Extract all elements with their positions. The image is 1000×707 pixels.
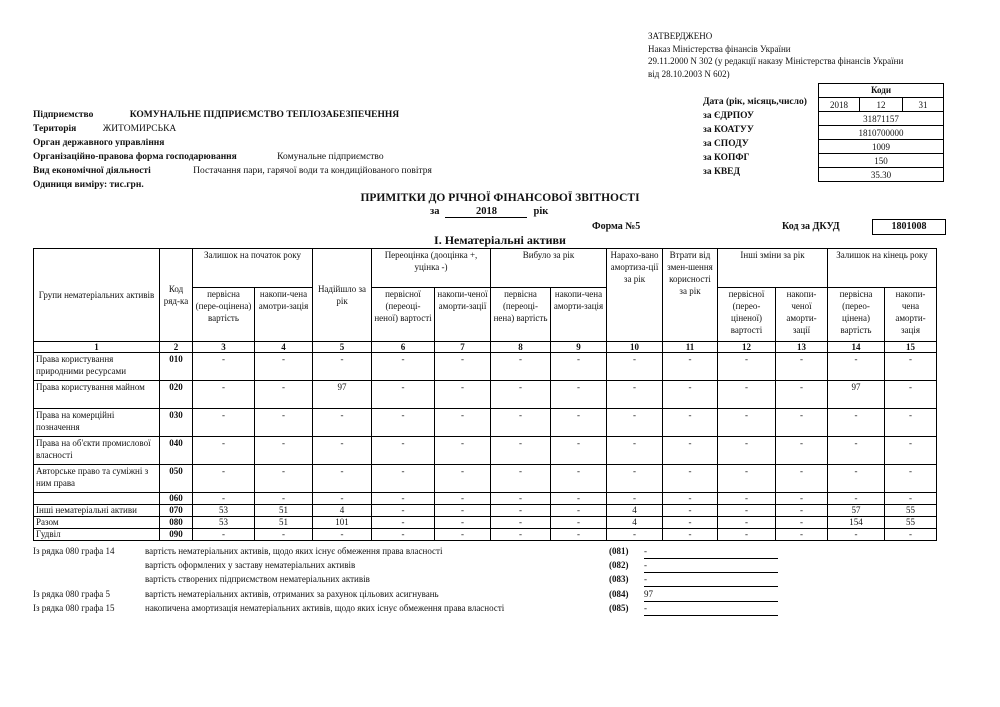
column-number: 2 — [160, 342, 193, 353]
column-number: 3 — [193, 342, 255, 353]
activity-value: Постачання пари, гарячої води та кондиційованого повітря — [193, 166, 432, 176]
page-title: ПРИМІТКИ ДО РІЧНОЇ ФІНАНСОВОЇ ЗВІТНОСТІ — [360, 192, 640, 204]
table-row — [34, 493, 937, 505]
row-code: 010 — [160, 353, 193, 381]
cell-value: - — [255, 465, 313, 493]
cell-value: - — [372, 353, 435, 381]
cell-value: - — [435, 381, 491, 409]
cell-value: - — [435, 517, 491, 529]
footnote-ref: Із рядка 080 графа 15 — [33, 603, 115, 613]
row-code: 050 — [160, 465, 193, 493]
cell-value: - — [435, 529, 491, 541]
activity-label: Вид економічної діяльності — [33, 166, 151, 176]
row-name: Права на комерційні позначення — [34, 409, 160, 437]
cell-value: - — [551, 517, 607, 529]
subheader-accumulated-amortization: накопи-чена аморти-зація — [551, 288, 607, 342]
spodu-label: за СПОДУ — [703, 139, 749, 149]
header-start: Залишок на початок року — [193, 249, 313, 288]
footnote-text: вартість нематеріальних активів, отриманих за рахунок цільових асигнувань — [145, 589, 439, 599]
cell-value: 97 — [313, 381, 372, 409]
cell-value: - — [313, 437, 372, 465]
cell-value: - — [551, 505, 607, 517]
cell-value: - — [663, 505, 718, 517]
cell-value: - — [718, 381, 776, 409]
cell-value: - — [193, 437, 255, 465]
cell-value: 4 — [313, 505, 372, 517]
column-number: 5 — [313, 342, 372, 353]
cell-value: - — [193, 465, 255, 493]
table-row — [34, 465, 937, 493]
cell-value: - — [776, 517, 828, 529]
cell-value: - — [372, 505, 435, 517]
header-code: Код ряд-ка — [160, 249, 193, 342]
authority-label: Орган державного управління — [33, 138, 165, 148]
cell-value: - — [313, 409, 372, 437]
cell-value: - — [885, 353, 937, 381]
cell-value: - — [551, 381, 607, 409]
footnote-text: накопичена амортизація нематеріальних активів, щодо яких існує обмеження права власності — [145, 603, 505, 613]
dkud-code: 1801008 — [872, 219, 946, 235]
footnote-text: вартість оформлених у заставу нематеріальних активів — [145, 560, 356, 570]
cell-value: - — [718, 505, 776, 517]
cell-value: - — [607, 493, 663, 505]
footnote-ref: Із рядка 080 графа 5 — [33, 589, 111, 599]
table-body — [34, 353, 937, 541]
cell-value: - — [551, 437, 607, 465]
approval-line: від 28.10.2003 N 602) — [648, 68, 730, 79]
cell-value: - — [372, 465, 435, 493]
cell-value: - — [551, 465, 607, 493]
cell-value: - — [435, 409, 491, 437]
code-kopfg: 150 — [819, 154, 944, 168]
cell-value: - — [885, 409, 937, 437]
cell-value: - — [663, 517, 718, 529]
kopfg-label: за КОПФГ — [703, 153, 750, 163]
cell-value: - — [313, 529, 372, 541]
cell-value: - — [491, 517, 551, 529]
period-line — [430, 206, 548, 218]
code-day: 31 — [903, 98, 944, 112]
cell-value: - — [718, 493, 776, 505]
cell-value: - — [551, 493, 607, 505]
enterprise-label: Підприємство — [33, 110, 94, 120]
cell-value: - — [491, 353, 551, 381]
cell-value: - — [435, 465, 491, 493]
cell-value: - — [255, 381, 313, 409]
cell-value: - — [255, 437, 313, 465]
period-za: за — [430, 206, 440, 217]
cell-value: 55 — [885, 517, 937, 529]
cell-value: - — [607, 529, 663, 541]
code-year: 2018 — [819, 98, 860, 112]
column-number: 1 — [34, 342, 160, 353]
territory-value: ЖИТОМИРСЬКА — [102, 124, 177, 134]
row-code: 080 — [160, 517, 193, 529]
cell-value: - — [776, 529, 828, 541]
cell-value: - — [435, 505, 491, 517]
table-row — [34, 437, 937, 465]
row-code: 090 — [160, 529, 193, 541]
cell-value: - — [885, 381, 937, 409]
approval-block — [648, 30, 903, 80]
period-rik: рік — [533, 206, 549, 217]
cell-value: - — [718, 437, 776, 465]
row-name: Гудвіл — [34, 529, 160, 541]
column-number: 12 — [718, 342, 776, 353]
cell-value: - — [435, 437, 491, 465]
cell-value: - — [885, 493, 937, 505]
cell-value: - — [313, 493, 372, 505]
cell-value: - — [193, 381, 255, 409]
footnote-code: (084) — [609, 589, 629, 599]
cell-value: - — [776, 437, 828, 465]
enterprise-row — [33, 110, 399, 120]
table-row — [34, 381, 937, 409]
cell-value: - — [776, 353, 828, 381]
column-number: 9 — [551, 342, 607, 353]
territory-label: Територія — [33, 124, 77, 134]
cell-value: 55 — [885, 505, 937, 517]
header-impairment: Втрати від змен-шення корисності за рік — [663, 249, 718, 342]
approval-line: Наказ Міністерства фінансів України — [648, 43, 791, 54]
cell-value: - — [663, 409, 718, 437]
cell-value: - — [551, 529, 607, 541]
enterprise-name: КОМУНАЛЬНЕ ПІДПРИЄМСТВО ТЕПЛОЗАБЕЗПЕЧЕННЯ — [129, 110, 400, 120]
footnote-text: вартість створених підприємством нематеріальних активів — [145, 574, 370, 584]
cell-value: - — [828, 465, 885, 493]
dkud-label: Код за ДКУД — [782, 221, 840, 232]
cell-value: - — [313, 353, 372, 381]
cell-value: - — [193, 529, 255, 541]
cell-value: - — [663, 529, 718, 541]
row-name: Права користування природними ресурсами — [34, 353, 160, 381]
cell-value: 101 — [313, 517, 372, 529]
subheader-accumulated-amortization: накопи-ченої аморти-зації — [435, 288, 491, 342]
column-number: 7 — [435, 342, 491, 353]
cell-value: - — [255, 409, 313, 437]
subheader-initial-cost: первісної (перео-ціненої) вартості — [718, 288, 776, 342]
column-number: 14 — [828, 342, 885, 353]
cell-value: - — [828, 353, 885, 381]
cell-value: - — [776, 381, 828, 409]
row-code: 020 — [160, 381, 193, 409]
footnote-value: - — [644, 574, 778, 587]
cell-value: - — [607, 353, 663, 381]
footnote-ref: Із рядка 080 графа 14 — [33, 546, 115, 556]
footnote-value: - — [644, 546, 778, 559]
column-number: 13 — [776, 342, 828, 353]
cell-value: - — [435, 493, 491, 505]
column-number-row — [34, 342, 937, 353]
table-row — [34, 353, 937, 381]
row-code: 040 — [160, 437, 193, 465]
cell-value: - — [663, 493, 718, 505]
footnote-text: вартість нематеріальних активів, щодо яких існує обмеження права власності — [145, 546, 443, 556]
cell-value: - — [776, 505, 828, 517]
footnote-code: (081) — [609, 546, 629, 556]
header-other-changes: Інші зміни за рік — [718, 249, 828, 288]
cell-value: - — [193, 493, 255, 505]
column-number: 10 — [607, 342, 663, 353]
subheader-accumulated-amortization: накопи-чена аморти-зація — [885, 288, 937, 342]
row-code: 030 — [160, 409, 193, 437]
subheader-initial-cost: первісна (переоці-нена) вартість — [491, 288, 551, 342]
cell-value: 53 — [193, 517, 255, 529]
cell-value: - — [828, 409, 885, 437]
row-name: Авторське право та суміжні з ним права — [34, 465, 160, 493]
subheader-initial-cost: первісна (перео-цінена) вартість — [828, 288, 885, 342]
cell-value: - — [372, 493, 435, 505]
cell-value: 154 — [828, 517, 885, 529]
table-row — [34, 517, 937, 529]
authority-row — [33, 138, 164, 148]
code-koatuu: 1810700000 — [819, 126, 944, 140]
approval-line: 29.11.2000 N 302 (у редакції наказу Міністерства фінансів України — [648, 56, 904, 66]
cell-value: - — [491, 493, 551, 505]
cell-value: - — [255, 493, 313, 505]
cell-value: 53 — [193, 505, 255, 517]
territory-row — [33, 124, 176, 134]
table-row — [34, 409, 937, 437]
cell-value: - — [663, 381, 718, 409]
row-name: Інші нематеріальні активи — [34, 505, 160, 517]
cell-value: - — [828, 493, 885, 505]
cell-value: - — [551, 409, 607, 437]
unit-row — [33, 180, 144, 190]
cell-value: - — [718, 517, 776, 529]
cell-value: - — [718, 465, 776, 493]
cell-value: - — [193, 353, 255, 381]
footnote-value: - — [644, 603, 778, 616]
unit-label: Одиниця виміру: тис.грн. — [33, 180, 144, 190]
period-year: 2018 — [445, 206, 527, 218]
cell-value: - — [607, 465, 663, 493]
cell-value: - — [491, 465, 551, 493]
date-label: Дата (рік, місяць,число) — [703, 97, 807, 107]
cell-value: - — [828, 529, 885, 541]
table-row — [34, 505, 937, 517]
legal-form-value: Комунальне підприємство — [277, 152, 384, 162]
cell-value: - — [255, 353, 313, 381]
cell-value: 4 — [607, 505, 663, 517]
cell-value: - — [372, 409, 435, 437]
cell-value: - — [372, 517, 435, 529]
cell-value: - — [776, 465, 828, 493]
cell-value: 51 — [255, 517, 313, 529]
cell-value: 51 — [255, 505, 313, 517]
subheader-accumulated-amortization: накопи-ченої аморти-зації — [776, 288, 828, 342]
header-amortization: Нарахо-вано амортиза-ції за рік — [607, 249, 663, 342]
column-number: 6 — [372, 342, 435, 353]
footnote-code: (085) — [609, 603, 629, 613]
row-name — [34, 493, 160, 505]
cell-value: - — [885, 465, 937, 493]
codes-table — [818, 97, 944, 182]
column-number: 15 — [885, 342, 937, 353]
cell-value: - — [828, 437, 885, 465]
intangible-assets-table — [33, 248, 937, 541]
subheader-accumulated-amortization: накопи-чена амотри-зація — [255, 288, 313, 342]
cell-value: - — [885, 437, 937, 465]
cell-value: - — [435, 353, 491, 381]
subheader-initial-cost: первісна (пере-оцінена) вартість — [193, 288, 255, 342]
column-number: 4 — [255, 342, 313, 353]
cell-value: - — [491, 381, 551, 409]
cell-value: - — [551, 353, 607, 381]
cell-value: - — [372, 381, 435, 409]
code-month: 12 — [860, 98, 903, 112]
cell-value: - — [372, 437, 435, 465]
cell-value: - — [255, 529, 313, 541]
cell-value: - — [491, 505, 551, 517]
approval-line: ЗАТВЕРДЖЕНО — [648, 31, 713, 41]
form-number: Форма №5 — [592, 221, 641, 232]
footnote-code: (083) — [609, 574, 629, 584]
code-spodu: 1009 — [819, 140, 944, 154]
cell-value: - — [372, 529, 435, 541]
row-name: Разом — [34, 517, 160, 529]
footnote-code: (082) — [609, 560, 629, 570]
cell-value: - — [663, 465, 718, 493]
header-groups: Групи нематеріальних активів — [34, 249, 160, 342]
row-name: Права на об'єкти промислової власності — [34, 437, 160, 465]
codes-header: Коди — [818, 83, 944, 98]
row-code: 070 — [160, 505, 193, 517]
kved-label: за КВЕД — [703, 167, 741, 177]
cell-value: 4 — [607, 517, 663, 529]
cell-value: - — [607, 409, 663, 437]
cell-value: - — [663, 437, 718, 465]
cell-value: - — [885, 529, 937, 541]
column-number: 8 — [491, 342, 551, 353]
cell-value: - — [491, 409, 551, 437]
legal-form-row — [33, 152, 384, 162]
koatuu-label: за КОАТУУ — [703, 125, 754, 135]
header-end: Залишок на кінець року — [828, 249, 937, 288]
column-number: 11 — [663, 342, 718, 353]
header-revaluation: Переоцінка (дооцінка +, уцінка -) — [372, 249, 491, 288]
code-kved: 35.30 — [819, 168, 944, 182]
activity-row — [33, 166, 432, 176]
row-code: 060 — [160, 493, 193, 505]
cell-value: - — [776, 409, 828, 437]
cell-value: 97 — [828, 381, 885, 409]
footnote-value: 97 — [644, 589, 778, 602]
cell-value: - — [491, 529, 551, 541]
edrpou-label: за ЄДРПОУ — [703, 111, 754, 121]
cell-value: - — [193, 409, 255, 437]
footnote-value: - — [644, 560, 778, 573]
cell-value: 57 — [828, 505, 885, 517]
header-disposed: Вибуло за рік — [491, 249, 607, 288]
row-name: Права користування майном — [34, 381, 160, 409]
subheader-initial-cost: первісної (переоці-неної) вартості — [372, 288, 435, 342]
cell-value: - — [607, 437, 663, 465]
code-edrpou: 31871157 — [819, 112, 944, 126]
table-row — [34, 529, 937, 541]
cell-value: - — [607, 381, 663, 409]
cell-value: - — [718, 353, 776, 381]
cell-value: - — [313, 465, 372, 493]
legal-form-label: Організаційно-правова форма господарювання — [33, 152, 237, 162]
cell-value: - — [718, 409, 776, 437]
cell-value: - — [663, 353, 718, 381]
section-title: І. Нематеріальні активи — [434, 233, 566, 247]
cell-value: - — [718, 529, 776, 541]
cell-value: - — [776, 493, 828, 505]
header-received: Надійшло за рік — [313, 249, 372, 342]
cell-value: - — [491, 437, 551, 465]
